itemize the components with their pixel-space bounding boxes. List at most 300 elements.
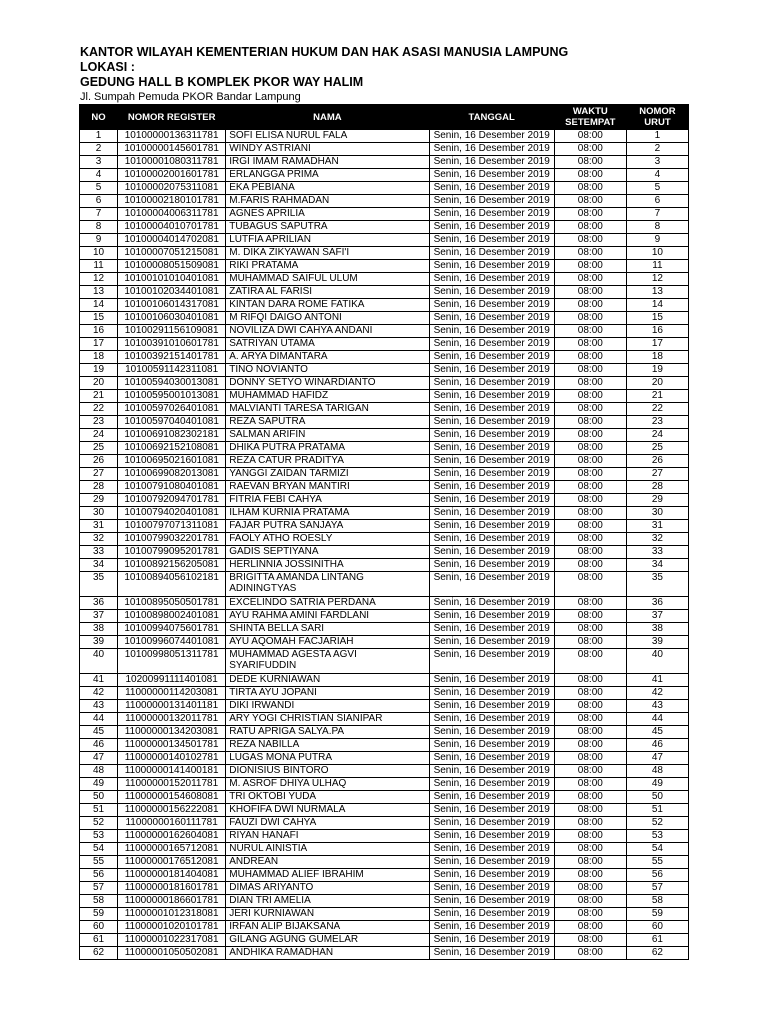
cell-register: 10100004006311781 xyxy=(118,208,226,221)
cell-nama: YANGGI ZAIDAN TARMIZI xyxy=(226,468,429,481)
cell-nama: REZA NABILLA xyxy=(226,739,429,752)
cell-waktu: 08:00 xyxy=(554,623,626,636)
col-header-waktu-line2: SETEMPAT xyxy=(565,117,616,128)
cell-urut: 18 xyxy=(626,351,688,364)
cell-no: 23 xyxy=(80,416,118,429)
cell-urut: 46 xyxy=(626,739,688,752)
table-row xyxy=(80,674,689,687)
cell-register: 10100792094701781 xyxy=(118,494,226,507)
cell-nama: M.FARIS RAHMADAN xyxy=(226,195,429,208)
cell-register: 11000001050502081 xyxy=(118,947,226,960)
cell-tanggal: Senin, 16 Desember 2019 xyxy=(429,299,554,312)
cell-register: 10100000136311781 xyxy=(118,130,226,143)
cell-tanggal: Senin, 16 Desember 2019 xyxy=(429,934,554,947)
cell-waktu: 08:00 xyxy=(554,390,626,403)
cell-urut: 5 xyxy=(626,182,688,195)
document-header xyxy=(80,45,568,104)
cell-tanggal: Senin, 16 Desember 2019 xyxy=(429,273,554,286)
cell-waktu: 08:00 xyxy=(554,636,626,649)
cell-tanggal: Senin, 16 Desember 2019 xyxy=(429,260,554,273)
table-row xyxy=(80,455,689,468)
table-row xyxy=(80,221,689,234)
cell-register: 11000000132011781 xyxy=(118,713,226,726)
cell-nama: DIMAS ARIYANTO xyxy=(226,882,429,895)
cell-register: 10100998051311781 xyxy=(118,649,226,674)
cell-urut: 27 xyxy=(626,468,688,481)
cell-urut: 60 xyxy=(626,921,688,934)
cell-nama: RATU APRIGA SALYA.PA xyxy=(226,726,429,739)
cell-no: 8 xyxy=(80,221,118,234)
cell-nama: ANDREAN xyxy=(226,856,429,869)
table-row xyxy=(80,143,689,156)
cell-urut: 42 xyxy=(626,687,688,700)
cell-tanggal: Senin, 16 Desember 2019 xyxy=(429,546,554,559)
cell-no: 7 xyxy=(80,208,118,221)
cell-waktu: 08:00 xyxy=(554,895,626,908)
cell-nama: DONNY SETYO WINARDIANTO xyxy=(226,377,429,390)
cell-waktu: 08:00 xyxy=(554,597,626,610)
cell-waktu: 08:00 xyxy=(554,882,626,895)
cell-register: 10100791080401081 xyxy=(118,481,226,494)
cell-nama: DIONISIUS BINTORO xyxy=(226,765,429,778)
cell-nama: REZA SAPUTRA xyxy=(226,416,429,429)
cell-no: 30 xyxy=(80,507,118,520)
cell-register: 11000000162604081 xyxy=(118,830,226,843)
table-row xyxy=(80,830,689,843)
cell-no: 11 xyxy=(80,260,118,273)
table-row xyxy=(80,921,689,934)
cell-tanggal: Senin, 16 Desember 2019 xyxy=(429,403,554,416)
cell-urut: 19 xyxy=(626,364,688,377)
table-row xyxy=(80,533,689,546)
cell-no: 55 xyxy=(80,856,118,869)
cell-no: 5 xyxy=(80,182,118,195)
cell-no: 25 xyxy=(80,442,118,455)
cell-no: 46 xyxy=(80,739,118,752)
cell-no: 16 xyxy=(80,325,118,338)
cell-nama: RIKI PRATAMA xyxy=(226,260,429,273)
cell-urut: 15 xyxy=(626,312,688,325)
cell-no: 1 xyxy=(80,130,118,143)
cell-waktu: 08:00 xyxy=(554,481,626,494)
table-row xyxy=(80,377,689,390)
cell-nama: A. ARYA DIMANTARA xyxy=(226,351,429,364)
cell-nama: FAOLY ATHO ROESLY xyxy=(226,533,429,546)
cell-register: 10100699082013081 xyxy=(118,468,226,481)
cell-tanggal: Senin, 16 Desember 2019 xyxy=(429,156,554,169)
cell-register: 11000000165712081 xyxy=(118,843,226,856)
cell-waktu: 08:00 xyxy=(554,182,626,195)
cell-nama: SALMAN ARIFIN xyxy=(226,429,429,442)
cell-urut: 23 xyxy=(626,416,688,429)
cell-waktu: 08:00 xyxy=(554,338,626,351)
table-row xyxy=(80,908,689,921)
cell-register: 11000000186601781 xyxy=(118,895,226,908)
cell-waktu: 08:00 xyxy=(554,442,626,455)
cell-tanggal: Senin, 16 Desember 2019 xyxy=(429,804,554,817)
cell-register: 11000000176512081 xyxy=(118,856,226,869)
cell-waktu: 08:00 xyxy=(554,546,626,559)
cell-no: 27 xyxy=(80,468,118,481)
cell-urut: 7 xyxy=(626,208,688,221)
cell-urut: 38 xyxy=(626,623,688,636)
table-row xyxy=(80,947,689,960)
cell-tanggal: Senin, 16 Desember 2019 xyxy=(429,455,554,468)
cell-tanggal: Senin, 16 Desember 2019 xyxy=(429,377,554,390)
table-row xyxy=(80,325,689,338)
cell-nama: IRFAN ALIP BIJAKSANA xyxy=(226,921,429,934)
cell-nama: BRIGITTA AMANDA LINTANG ADININGTYAS xyxy=(226,572,429,597)
cell-nama: TIRTA AYU JOPANI xyxy=(226,687,429,700)
cell-urut: 45 xyxy=(626,726,688,739)
cell-nama: SHINTA BELLA SARI xyxy=(226,623,429,636)
cell-register: 10100691082302181 xyxy=(118,429,226,442)
cell-no: 48 xyxy=(80,765,118,778)
cell-urut: 51 xyxy=(626,804,688,817)
cell-tanggal: Senin, 16 Desember 2019 xyxy=(429,610,554,623)
cell-tanggal: Senin, 16 Desember 2019 xyxy=(429,674,554,687)
cell-tanggal: Senin, 16 Desember 2019 xyxy=(429,687,554,700)
cell-urut: 33 xyxy=(626,546,688,559)
cell-nama: RIYAN HANAFI xyxy=(226,830,429,843)
table-row xyxy=(80,338,689,351)
cell-tanggal: Senin, 16 Desember 2019 xyxy=(429,351,554,364)
cell-no: 2 xyxy=(80,143,118,156)
table-row xyxy=(80,468,689,481)
cell-urut: 2 xyxy=(626,143,688,156)
table-row xyxy=(80,260,689,273)
table-row xyxy=(80,726,689,739)
cell-waktu: 08:00 xyxy=(554,908,626,921)
cell-nama: TRI OKTOBI YUDA xyxy=(226,791,429,804)
col-header-tanggal: TANGGAL xyxy=(429,105,554,130)
cell-register: 10100002001601781 xyxy=(118,169,226,182)
cell-waktu: 08:00 xyxy=(554,312,626,325)
table-row xyxy=(80,169,689,182)
cell-no: 44 xyxy=(80,713,118,726)
cell-tanggal: Senin, 16 Desember 2019 xyxy=(429,468,554,481)
cell-urut: 25 xyxy=(626,442,688,455)
cell-urut: 44 xyxy=(626,713,688,726)
cell-waktu: 08:00 xyxy=(554,869,626,882)
cell-urut: 40 xyxy=(626,649,688,674)
table-header xyxy=(80,105,689,130)
cell-no: 15 xyxy=(80,312,118,325)
cell-no: 40 xyxy=(80,649,118,674)
col-header-no: NO xyxy=(80,105,118,130)
cell-nama: REZA CATUR PRADITYA xyxy=(226,455,429,468)
cell-no: 4 xyxy=(80,169,118,182)
cell-nama: DEDE KURNIAWAN xyxy=(226,674,429,687)
cell-waktu: 08:00 xyxy=(554,533,626,546)
cell-nama: GILANG AGUNG GUMELAR xyxy=(226,934,429,947)
table-row xyxy=(80,610,689,623)
cell-no: 47 xyxy=(80,752,118,765)
cell-urut: 37 xyxy=(626,610,688,623)
cell-urut: 39 xyxy=(626,636,688,649)
cell-waktu: 08:00 xyxy=(554,325,626,338)
cell-no: 29 xyxy=(80,494,118,507)
cell-tanggal: Senin, 16 Desember 2019 xyxy=(429,856,554,869)
cell-no: 59 xyxy=(80,908,118,921)
cell-nama: M RIFQI DAIGO ANTONI xyxy=(226,312,429,325)
cell-register: 10100002180101781 xyxy=(118,195,226,208)
table-row xyxy=(80,130,689,143)
cell-waktu: 08:00 xyxy=(554,713,626,726)
cell-no: 61 xyxy=(80,934,118,947)
cell-urut: 58 xyxy=(626,895,688,908)
cell-urut: 9 xyxy=(626,234,688,247)
cell-nama: DHIKA PUTRA PRATAMA xyxy=(226,442,429,455)
cell-urut: 49 xyxy=(626,778,688,791)
cell-waktu: 08:00 xyxy=(554,156,626,169)
cell-register: 10100001080311781 xyxy=(118,156,226,169)
cell-register: 11000000141400181 xyxy=(118,765,226,778)
cell-tanggal: Senin, 16 Desember 2019 xyxy=(429,130,554,143)
cell-nama: JERI KURNIAWAN xyxy=(226,908,429,921)
header-row xyxy=(80,105,689,130)
table-row xyxy=(80,182,689,195)
cell-tanggal: Senin, 16 Desember 2019 xyxy=(429,765,554,778)
table-row xyxy=(80,597,689,610)
cell-nama: HERLINNIA JOSSINITHA xyxy=(226,559,429,572)
table-row xyxy=(80,817,689,830)
table-row xyxy=(80,623,689,636)
cell-urut: 13 xyxy=(626,286,688,299)
cell-waktu: 08:00 xyxy=(554,273,626,286)
cell-tanggal: Senin, 16 Desember 2019 xyxy=(429,325,554,338)
cell-waktu: 08:00 xyxy=(554,572,626,597)
schedule-table xyxy=(79,104,689,960)
cell-urut: 54 xyxy=(626,843,688,856)
table-row xyxy=(80,649,689,674)
table-row xyxy=(80,403,689,416)
cell-tanggal: Senin, 16 Desember 2019 xyxy=(429,791,554,804)
cell-urut: 6 xyxy=(626,195,688,208)
cell-no: 54 xyxy=(80,843,118,856)
cell-waktu: 08:00 xyxy=(554,351,626,364)
cell-tanggal: Senin, 16 Desember 2019 xyxy=(429,481,554,494)
cell-urut: 41 xyxy=(626,674,688,687)
cell-urut: 50 xyxy=(626,791,688,804)
cell-no: 10 xyxy=(80,247,118,260)
cell-no: 26 xyxy=(80,455,118,468)
cell-register: 10100004014702081 xyxy=(118,234,226,247)
cell-urut: 22 xyxy=(626,403,688,416)
cell-urut: 30 xyxy=(626,507,688,520)
col-header-waktu xyxy=(554,105,626,130)
cell-tanggal: Senin, 16 Desember 2019 xyxy=(429,869,554,882)
cell-waktu: 08:00 xyxy=(554,559,626,572)
cell-register: 10100391010601781 xyxy=(118,338,226,351)
cell-register: 10100597026401081 xyxy=(118,403,226,416)
cell-register: 10100799032201781 xyxy=(118,533,226,546)
cell-nama: FAJAR PUTRA SANJAYA xyxy=(226,520,429,533)
cell-no: 56 xyxy=(80,869,118,882)
table-row xyxy=(80,442,689,455)
cell-waktu: 08:00 xyxy=(554,143,626,156)
cell-nama: AYU AQOMAH FACJARIAH xyxy=(226,636,429,649)
cell-waktu: 08:00 xyxy=(554,416,626,429)
cell-register: 10100594030013081 xyxy=(118,377,226,390)
cell-waktu: 08:00 xyxy=(554,403,626,416)
cell-register: 10100895050501781 xyxy=(118,597,226,610)
location-label: LOKASI : xyxy=(80,60,135,74)
cell-tanggal: Senin, 16 Desember 2019 xyxy=(429,572,554,597)
cell-waktu: 08:00 xyxy=(554,947,626,960)
cell-urut: 55 xyxy=(626,856,688,869)
cell-nama: LUGAS MONA PUTRA xyxy=(226,752,429,765)
cell-waktu: 08:00 xyxy=(554,778,626,791)
cell-no: 13 xyxy=(80,286,118,299)
cell-waktu: 08:00 xyxy=(554,752,626,765)
table-row xyxy=(80,364,689,377)
cell-no: 51 xyxy=(80,804,118,817)
table-row xyxy=(80,687,689,700)
cell-no: 50 xyxy=(80,791,118,804)
cell-register: 10100101010401081 xyxy=(118,273,226,286)
col-header-urut-line1: NOMOR xyxy=(639,106,676,117)
cell-waktu: 08:00 xyxy=(554,843,626,856)
cell-nama: EXCELINDO SATRIA PERDANA xyxy=(226,597,429,610)
cell-tanggal: Senin, 16 Desember 2019 xyxy=(429,221,554,234)
cell-nama: SATRIYAN UTAMA xyxy=(226,338,429,351)
col-header-nama: NAMA xyxy=(226,105,429,130)
cell-tanggal: Senin, 16 Desember 2019 xyxy=(429,752,554,765)
table-row xyxy=(80,416,689,429)
cell-register: 11000000160111781 xyxy=(118,817,226,830)
cell-waktu: 08:00 xyxy=(554,169,626,182)
cell-register: 11000000134203081 xyxy=(118,726,226,739)
table-row xyxy=(80,713,689,726)
cell-urut: 34 xyxy=(626,559,688,572)
cell-tanggal: Senin, 16 Desember 2019 xyxy=(429,442,554,455)
cell-register: 11000000114203081 xyxy=(118,687,226,700)
table-row xyxy=(80,247,689,260)
cell-nama: ERLANGGA PRIMA xyxy=(226,169,429,182)
cell-register: 11000000156222081 xyxy=(118,804,226,817)
cell-tanggal: Senin, 16 Desember 2019 xyxy=(429,908,554,921)
cell-no: 22 xyxy=(80,403,118,416)
cell-waktu: 08:00 xyxy=(554,455,626,468)
table-row xyxy=(80,559,689,572)
cell-tanggal: Senin, 16 Desember 2019 xyxy=(429,649,554,674)
cell-register: 10100892156205081 xyxy=(118,559,226,572)
cell-register: 10100595001013081 xyxy=(118,390,226,403)
cell-register: 10100008051509081 xyxy=(118,260,226,273)
cell-nama: NURUL AINISTIA xyxy=(226,843,429,856)
cell-register: 10100002075311081 xyxy=(118,182,226,195)
cell-tanggal: Senin, 16 Desember 2019 xyxy=(429,312,554,325)
cell-urut: 24 xyxy=(626,429,688,442)
cell-urut: 56 xyxy=(626,869,688,882)
cell-no: 17 xyxy=(80,338,118,351)
table-row xyxy=(80,273,689,286)
cell-nama: MUHAMMAD ALIEF IBRAHIM xyxy=(226,869,429,882)
cell-tanggal: Senin, 16 Desember 2019 xyxy=(429,700,554,713)
cell-tanggal: Senin, 16 Desember 2019 xyxy=(429,623,554,636)
cell-tanggal: Senin, 16 Desember 2019 xyxy=(429,726,554,739)
office-title: KANTOR WILAYAH KEMENTERIAN HUKUM DAN HAK ASASI MANUSIA LAMPUNG xyxy=(80,45,569,59)
cell-waktu: 08:00 xyxy=(554,739,626,752)
cell-urut: 62 xyxy=(626,947,688,960)
cell-waktu: 08:00 xyxy=(554,364,626,377)
cell-urut: 59 xyxy=(626,908,688,921)
cell-urut: 11 xyxy=(626,260,688,273)
table-row xyxy=(80,312,689,325)
cell-no: 49 xyxy=(80,778,118,791)
cell-nama: DIAN TRI AMELIA xyxy=(226,895,429,908)
cell-register: 10100898002401081 xyxy=(118,610,226,623)
cell-no: 38 xyxy=(80,623,118,636)
cell-nama: ANDHIKA RAMADHAN xyxy=(226,947,429,960)
cell-register: 11000000152011781 xyxy=(118,778,226,791)
cell-no: 42 xyxy=(80,687,118,700)
cell-register: 10100291156109081 xyxy=(118,325,226,338)
cell-register: 11000000181601781 xyxy=(118,882,226,895)
cell-waktu: 08:00 xyxy=(554,830,626,843)
cell-register: 10100996074401081 xyxy=(118,636,226,649)
cell-tanggal: Senin, 16 Desember 2019 xyxy=(429,636,554,649)
col-header-urut-line2: URUT xyxy=(644,117,671,128)
cell-waktu: 08:00 xyxy=(554,208,626,221)
table-row xyxy=(80,934,689,947)
table-row xyxy=(80,546,689,559)
cell-tanggal: Senin, 16 Desember 2019 xyxy=(429,364,554,377)
cell-no: 32 xyxy=(80,533,118,546)
cell-no: 62 xyxy=(80,947,118,960)
cell-nama: ZATIRA AL FARISI xyxy=(226,286,429,299)
cell-register: 10100591142311081 xyxy=(118,364,226,377)
cell-nama: KINTAN DARA ROME FATIKA xyxy=(226,299,429,312)
table-row xyxy=(80,804,689,817)
cell-waktu: 08:00 xyxy=(554,195,626,208)
cell-nama: LUTFIA APRILIAN xyxy=(226,234,429,247)
cell-urut: 52 xyxy=(626,817,688,830)
cell-urut: 36 xyxy=(626,597,688,610)
cell-register: 10100597040401081 xyxy=(118,416,226,429)
cell-nama: NOVILIZA DWI CAHYA ANDANI xyxy=(226,325,429,338)
cell-waktu: 08:00 xyxy=(554,791,626,804)
cell-tanggal: Senin, 16 Desember 2019 xyxy=(429,597,554,610)
table-row xyxy=(80,895,689,908)
table-row xyxy=(80,520,689,533)
table-row xyxy=(80,429,689,442)
table-row xyxy=(80,507,689,520)
table-row xyxy=(80,351,689,364)
cell-no: 53 xyxy=(80,830,118,843)
cell-nama: RAEVAN BRYAN MANTIRI xyxy=(226,481,429,494)
cell-urut: 29 xyxy=(626,494,688,507)
cell-urut: 32 xyxy=(626,533,688,546)
cell-tanggal: Senin, 16 Desember 2019 xyxy=(429,882,554,895)
cell-urut: 21 xyxy=(626,390,688,403)
cell-urut: 43 xyxy=(626,700,688,713)
cell-urut: 1 xyxy=(626,130,688,143)
cell-urut: 8 xyxy=(626,221,688,234)
cell-waktu: 08:00 xyxy=(554,507,626,520)
cell-nama: AGNES APRILIA xyxy=(226,208,429,221)
cell-urut: 26 xyxy=(626,455,688,468)
cell-register: 10100102034401081 xyxy=(118,286,226,299)
cell-tanggal: Senin, 16 Desember 2019 xyxy=(429,947,554,960)
cell-tanggal: Senin, 16 Desember 2019 xyxy=(429,817,554,830)
cell-tanggal: Senin, 16 Desember 2019 xyxy=(429,830,554,843)
cell-no: 58 xyxy=(80,895,118,908)
cell-nama: MUHAMMAD HAFIDZ xyxy=(226,390,429,403)
cell-tanggal: Senin, 16 Desember 2019 xyxy=(429,739,554,752)
table-row xyxy=(80,843,689,856)
